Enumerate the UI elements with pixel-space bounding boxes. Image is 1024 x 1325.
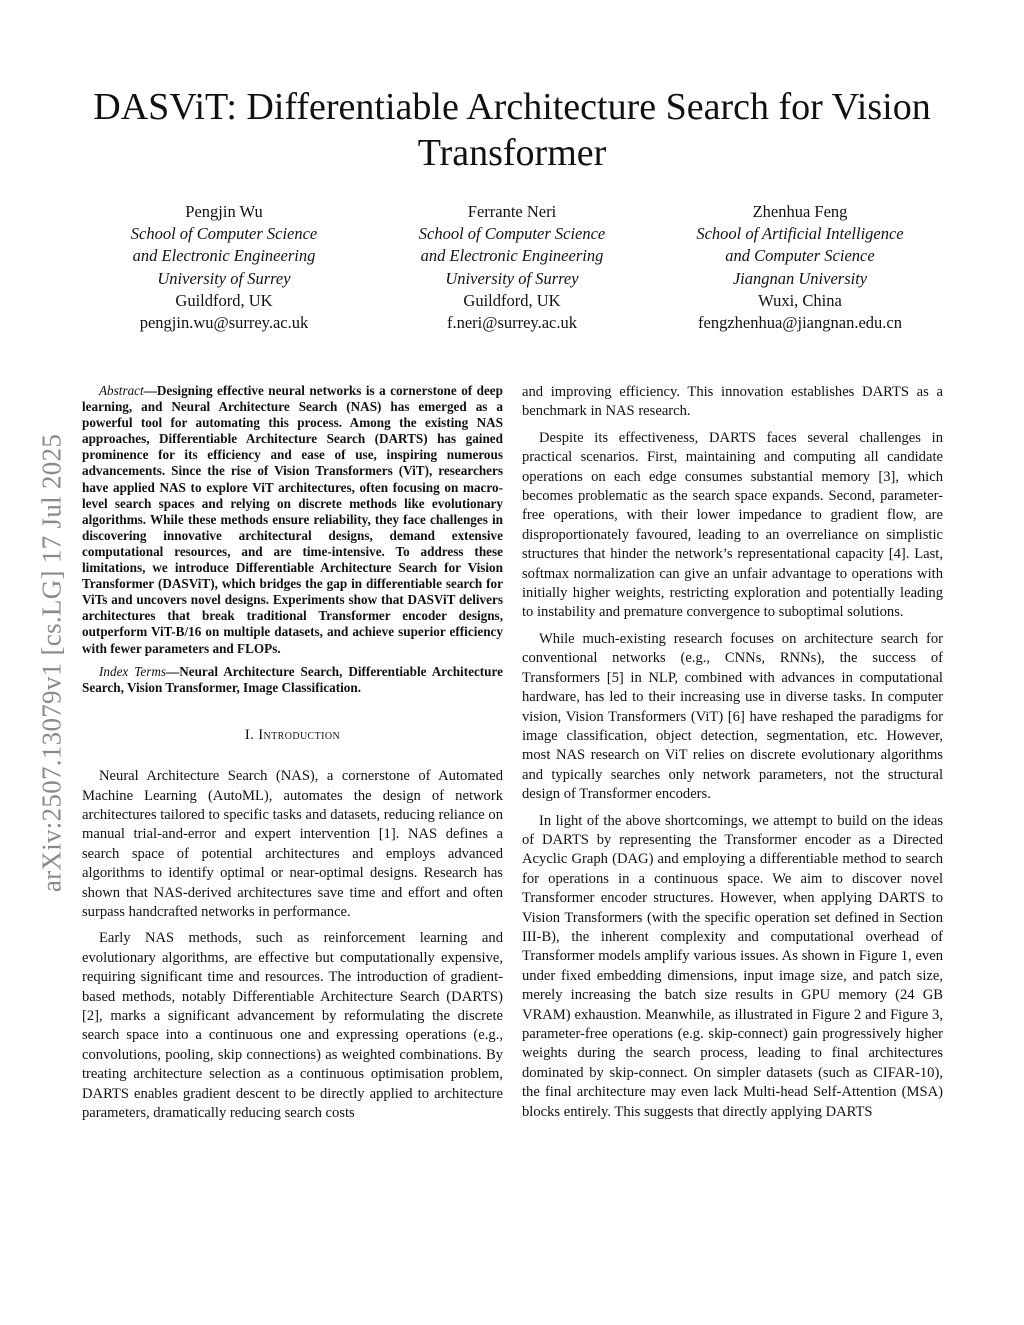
index-terms [82,664,503,696]
author-location: Guildford, UK [175,290,273,310]
author-2 [368,201,656,334]
author-email[interactable]: f.neri@surrey.ac.uk [446,313,578,333]
author-dept-line2: and Computer Science [725,246,875,266]
body-paragraph: Despite its effectiveness, DARTS faces several challenges in practical scenarios. First, maintaining and computing all candidate operations on each edge consumes substantial memory [3], which becomes problematic as the search space expands. Second, parameter-free operations, with their lower impedance to gradient flow, are disproportionately favoured, leading to an overreliance on simplistic structures that hinder the network’s representational capacity [4]. Last, softmax normalization can give an unfair advantage to operations with initially higher weights, restricting exploration and potentially leading to instability and premature convergence to suboptimal solutions. [522,429,943,621]
author-university: University of Surrey [157,268,291,288]
section-number: I. [244,726,255,743]
author-dept: School of Artificial Intelligence [696,224,904,244]
author-email[interactable]: fengzhenhua@jiangnan.edu.cn [698,313,902,333]
index-terms-label: Index Terms [99,663,167,679]
author-3 [656,201,944,334]
section-heading [82,726,503,745]
left-column [82,383,503,1124]
author-university: University of Surrey [445,268,579,288]
author-dept: School of Computer Science [418,224,606,244]
author-dept-line2: and Electronic Engineering [420,246,604,266]
body-paragraph: Early NAS methods, such as reinforcement learning and evolutionary algorithms, are effective but computationally expensive, requiring significant time and resources. The introduction of gradient-based methods, notably Differentiable Architecture Search (DARTS) [2], marks a significant advancement by reformulating the discrete search space into a continuous one and expressing operations (e.g., convolutions, pooling, skip connections) as weighted combinations. By treating architecture selection as a continuous optimisation problem, DARTS enables gradient descent to be directly applied to architecture parameters, dramatically reducing search costs [82,930,503,1122]
abstract-text: —Designing effective neural networks is a cornerstone of deep learning, and Neural Architecture Search (NAS) has emerged as a powerful tool for automating this process. Among the existing NAS approaches, Differentiable Architecture Search (DARTS) has gained prominence for its efficiency and ease of use, inspiring numerous advancements. Since the rise of Vision Transformers (ViT), researchers have applied NAS to explore ViT architectures, often focusing on macro-level search spaces and relying on discrete methods like evolutionary algorithms. While these methods ensure reliability, they face challenges in discovering innovative architectural designs, demand extensive computational resources, and are time-intensive. To address these limitations, we introduce Differentiable Architecture Search for Vision Transformer (DASViT), which bridges the gap in differentiable search for ViTs and uncovers novel designs. Experiments show that DASViT delivers architectures that break traditional Transformer encoder designs, outperform ViT-B/16 on multiple datasets, and achieve superior efficiency with fewer parameters and FLOPs. [82,383,503,656]
body-paragraph: Neural Architecture Search (NAS), a cornerstone of Automated Machine Learning (AutoML), automates the design of network architectures tailored to specific tasks and datasets, reducing reliance on manual trial-and-error and expert intervention [1]. NAS defines a search space of potential architectures and employs advanced algorithms to identify optimal or near-optimal designs. Research has shown that NAS-derived architectures save time and effort and often surpass handcrafted networks in performance. [82,768,503,921]
author-dept: School of Computer Science [130,224,318,244]
body-paragraph: While much-existing research focuses on architecture search for conventional networks (e.g., CNNs, RNNs), the success of Transformers [5] in NLP, combined with advances in computational hardware, has led to their increasing use in diverse tasks. In computer vision, Vision Transformers (ViT) [6] have reshaped the paradigms for image classification, object detection, segmentation, etc. However, most NAS research on ViT relies on discrete evolutionary algorithms and typically searches only network parameters, not the structural design of Transformer encoders. [522,630,943,803]
author-location: Guildford, UK [463,290,561,310]
index-terms-text: —Neural Architecture Search, Differentiable Architecture Search, Vision Transformer, Image Classification. [82,663,503,695]
author-1 [80,201,368,334]
author-email[interactable]: pengjin.wu@surrey.ac.uk [139,313,309,333]
right-column [522,383,943,1122]
author-name: Pengjin Wu [185,202,263,221]
author-block [80,201,944,334]
body-paragraph: In light of the above shortcomings, we attempt to build on the ideas of DARTS by representing the Transformer encoder as a Directed Acyclic Graph (DAG) and employing a differentiable method to search for operations in a continuous space. We aim to discover novel Transformer encoder structures. However, when applying DARTS to Vision Transformers (with the specific operation set defined in Section III-B), the inherent complexity and computational overhead of Transformer models amplify various issues. As shown in Figure 1, even under fixed embedding dimensions, input image size, and patch size, merely increasing the batch size results in GPU memory (24 GB VRAM) exhaustion. Meanwhile, as illustrated in Figure 2 and Figure 3, parameter-free operations (e.g. skip-connect) gain progressively higher weights during the search process, leading to final architectures dominated by skip-connect. On simpler datasets (such as CIFAR-10), the final architecture may even lack Multi-head Self-Attention (MSA) blocks entirely. This suggests that directly applying DARTS [522,812,943,1120]
author-location: Wuxi, China [758,290,842,310]
author-name: Ferrante Neri [467,202,557,221]
abstract-label: Abstract [99,383,144,398]
section-title: Introduction [258,726,341,743]
paper-title: DASViT: Differentiable Architecture Search for Vision Transformer [93,86,931,174]
abstract [82,383,503,657]
author-university: Jiangnan University [732,268,868,288]
body-paragraph: and improving efficiency. This innovation establishes DARTS as a benchmark in NAS research. [522,384,943,420]
arxiv-stamp: arXiv:2507.13079v1 [cs.LG] 17 Jul 2025 [36,433,67,893]
author-name: Zhenhua Feng [752,202,848,221]
author-dept-line2: and Electronic Engineering [132,246,316,266]
